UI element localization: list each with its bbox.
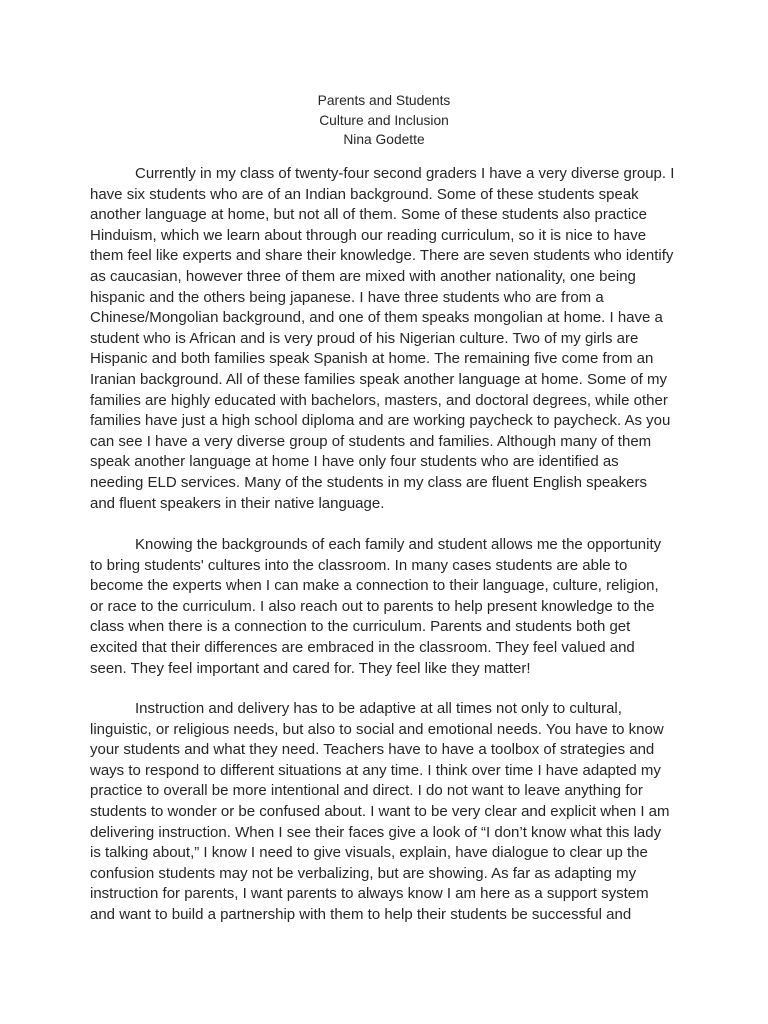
paragraph-line: become the experts when I can make a connection to their language, culture, religion, [90,577,659,595]
paragraph-line: instruction for parents, I want parents to always know I am here as a support system [90,885,649,903]
paragraph-line: to bring students' cultures into the classroom. In many cases students are able to [90,556,628,574]
paragraph-line: student who is African and is very proud of his Nigerian culture. Two of my girls are [90,329,639,347]
paragraph-line: them feel like experts and share their knowledge. There are seven students who identify [90,247,674,265]
paragraph-line: Hispanic and both families speak Spanish at home. The remaining five come from an [90,350,654,368]
paragraph-line: speak another language at home I have only four students who are identified as [90,453,619,471]
paragraph-line: ways to respond to different situations at any time. I think over time I have adapted my [90,761,661,779]
paragraph-line: hispanic and the others being japanese. I have three students who are from a [90,288,604,306]
document-subtitle: Culture and Inclusion [319,112,449,128]
paragraph-1 [90,164,690,514]
document-header [0,91,768,150]
document-title: Parents and Students [317,93,451,108]
paragraph-line: another language at home, but not all of them. Some of these students also practice [90,206,648,224]
paragraph-line: Currently in my class of twenty-four second graders I have a very diverse group. I [135,165,675,182]
paragraph-line: delivering instruction. When I see their faces give a look of “I don’t know what this lady [90,823,662,841]
paragraph-line: linguistic, or religious needs, but also to social and emotional needs. You have to know [90,720,664,738]
document-author: Nina Godette [343,132,425,147]
paragraph-line: families are highly educated with bachelors, masters, and doctoral degrees, while other [90,391,668,409]
paragraph-line: confusion students may not be verbalizing, but are showing. As far as adapting my [90,864,637,882]
paragraph-line: as caucasian, however three of them are mixed with another nationality, one being [90,267,636,285]
paragraph-line: can see I have a very diverse group of students and families. Although many of them [90,432,652,450]
paragraph-line: students to wonder or be confused about. I want to be very clear and explicit when I am [90,802,670,820]
paragraph-line: class when there is a connection to the curriculum. Parents and students both get [90,618,631,636]
paragraph-line: and want to build a partnership with them to help their students be successful and [90,905,632,923]
paragraph-line: Knowing the backgrounds of each family and student allows me the opportunity [135,536,662,553]
paragraph-line: seen. They feel important and cared for. They feel like they matter! [90,659,531,677]
paragraph-line: excited that their differences are embraced in the classroom. They feel valued and [90,638,635,656]
paragraph-3 [90,699,690,926]
paragraph-line: Hinduism, which we learn about through our reading curriculum, so it is nice to have [90,226,647,244]
paragraph-line: needing ELD services. Many of the students in my class are fluent English speakers [90,473,647,491]
paragraph-2 [90,535,690,679]
paragraph-line: families have just a high school diploma and are working paycheck to paycheck. As you [90,412,671,430]
paragraph-line: and fluent speakers in their native language. [90,494,385,512]
paragraph-line: practice to overall be more intentional and direct. I do not want to leave anything for [90,782,643,800]
paragraph-line: Chinese/Mongolian background, and one of them speaks mongolian at home. I have a [90,309,663,327]
paragraph-line: your students and what they need. Teachers have to have a toolbox of strategies and [90,741,655,759]
paragraph-line: Iranian background. All of these families speak another language at home. Some of my [90,370,668,388]
paragraph-line: or race to the curriculum. I also reach out to parents to help present knowledge to the [90,597,655,615]
paragraph-line: have six students who are of an Indian background. Some of these students speak [90,185,639,203]
paragraph-line: is talking about,” I know I need to give visuals, explain, have dialogue to clear up the [90,844,648,862]
paragraph-line: Instruction and delivery has to be adaptive at all times not only to cultural, [135,700,622,717]
